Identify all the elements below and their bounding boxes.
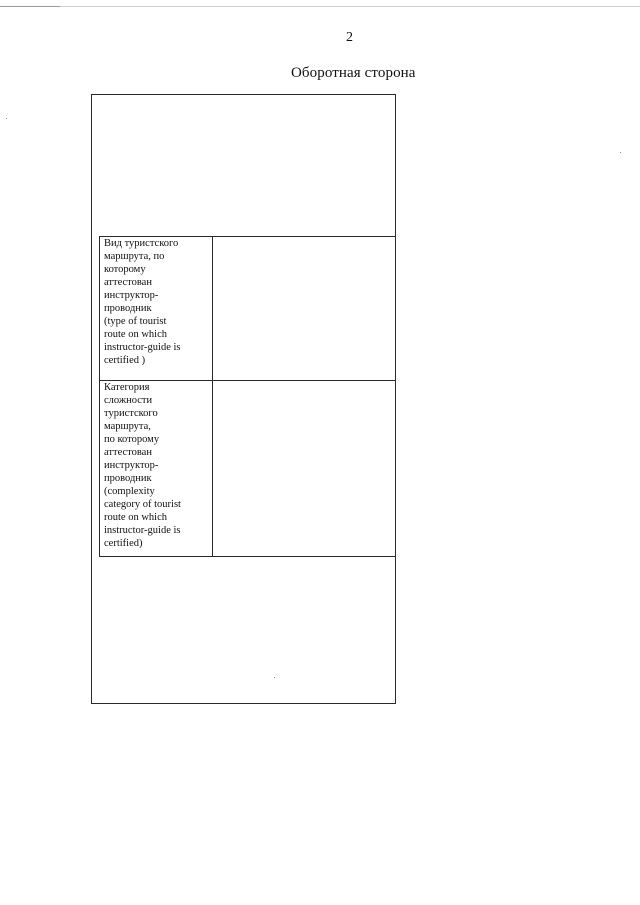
table-row-complexity <box>100 381 396 557</box>
complexity-label <box>100 381 213 557</box>
route-type-label-line: instructor-guide is <box>104 342 181 353</box>
route-type-label-line: certified ) <box>104 355 146 366</box>
scan-top-edge <box>0 6 640 7</box>
side-title: Оборотная сторона <box>291 65 416 81</box>
scan-speck <box>6 118 7 119</box>
complexity-label-line: route on which <box>104 512 167 523</box>
route-type-label-line: маршрута, по <box>104 251 165 262</box>
complexity-label-line: проводник <box>104 473 152 484</box>
table-row-route-type <box>100 237 396 381</box>
page-number: 2 <box>346 30 353 45</box>
complexity-label-line: по которому <box>104 434 160 445</box>
route-type-label <box>100 237 213 381</box>
route-type-label-line: аттестован <box>104 277 152 288</box>
certification-table <box>99 236 396 557</box>
route-type-label-line: (type of tourist <box>104 316 167 327</box>
complexity-label-line: туристского <box>104 408 158 419</box>
scan-speck <box>274 677 275 678</box>
complexity-label-line: category of tourist <box>104 499 181 510</box>
route-type-label-line: route on which <box>104 329 167 340</box>
complexity-label-line: сложности <box>104 395 153 406</box>
complexity-label-line: Категория <box>104 382 150 393</box>
complexity-label-line: certified) <box>104 538 143 549</box>
route-type-label-line: Вид туристского <box>104 238 179 249</box>
complexity-label-line: маршрута, <box>104 421 151 432</box>
complexity-label-line: инструктор- <box>104 460 159 471</box>
complexity-label-line: аттестован <box>104 447 152 458</box>
complexity-label-line: (complexity <box>104 486 155 497</box>
route-type-label-line: которому <box>104 264 146 275</box>
scan-speck <box>620 152 621 153</box>
complexity-value <box>213 381 396 557</box>
route-type-label-line: проводник <box>104 303 152 314</box>
scan-top-edge-mark <box>0 6 60 7</box>
route-type-value <box>213 237 396 381</box>
complexity-label-line: instructor-guide is <box>104 525 181 536</box>
route-type-label-line: инструктор- <box>104 290 159 301</box>
